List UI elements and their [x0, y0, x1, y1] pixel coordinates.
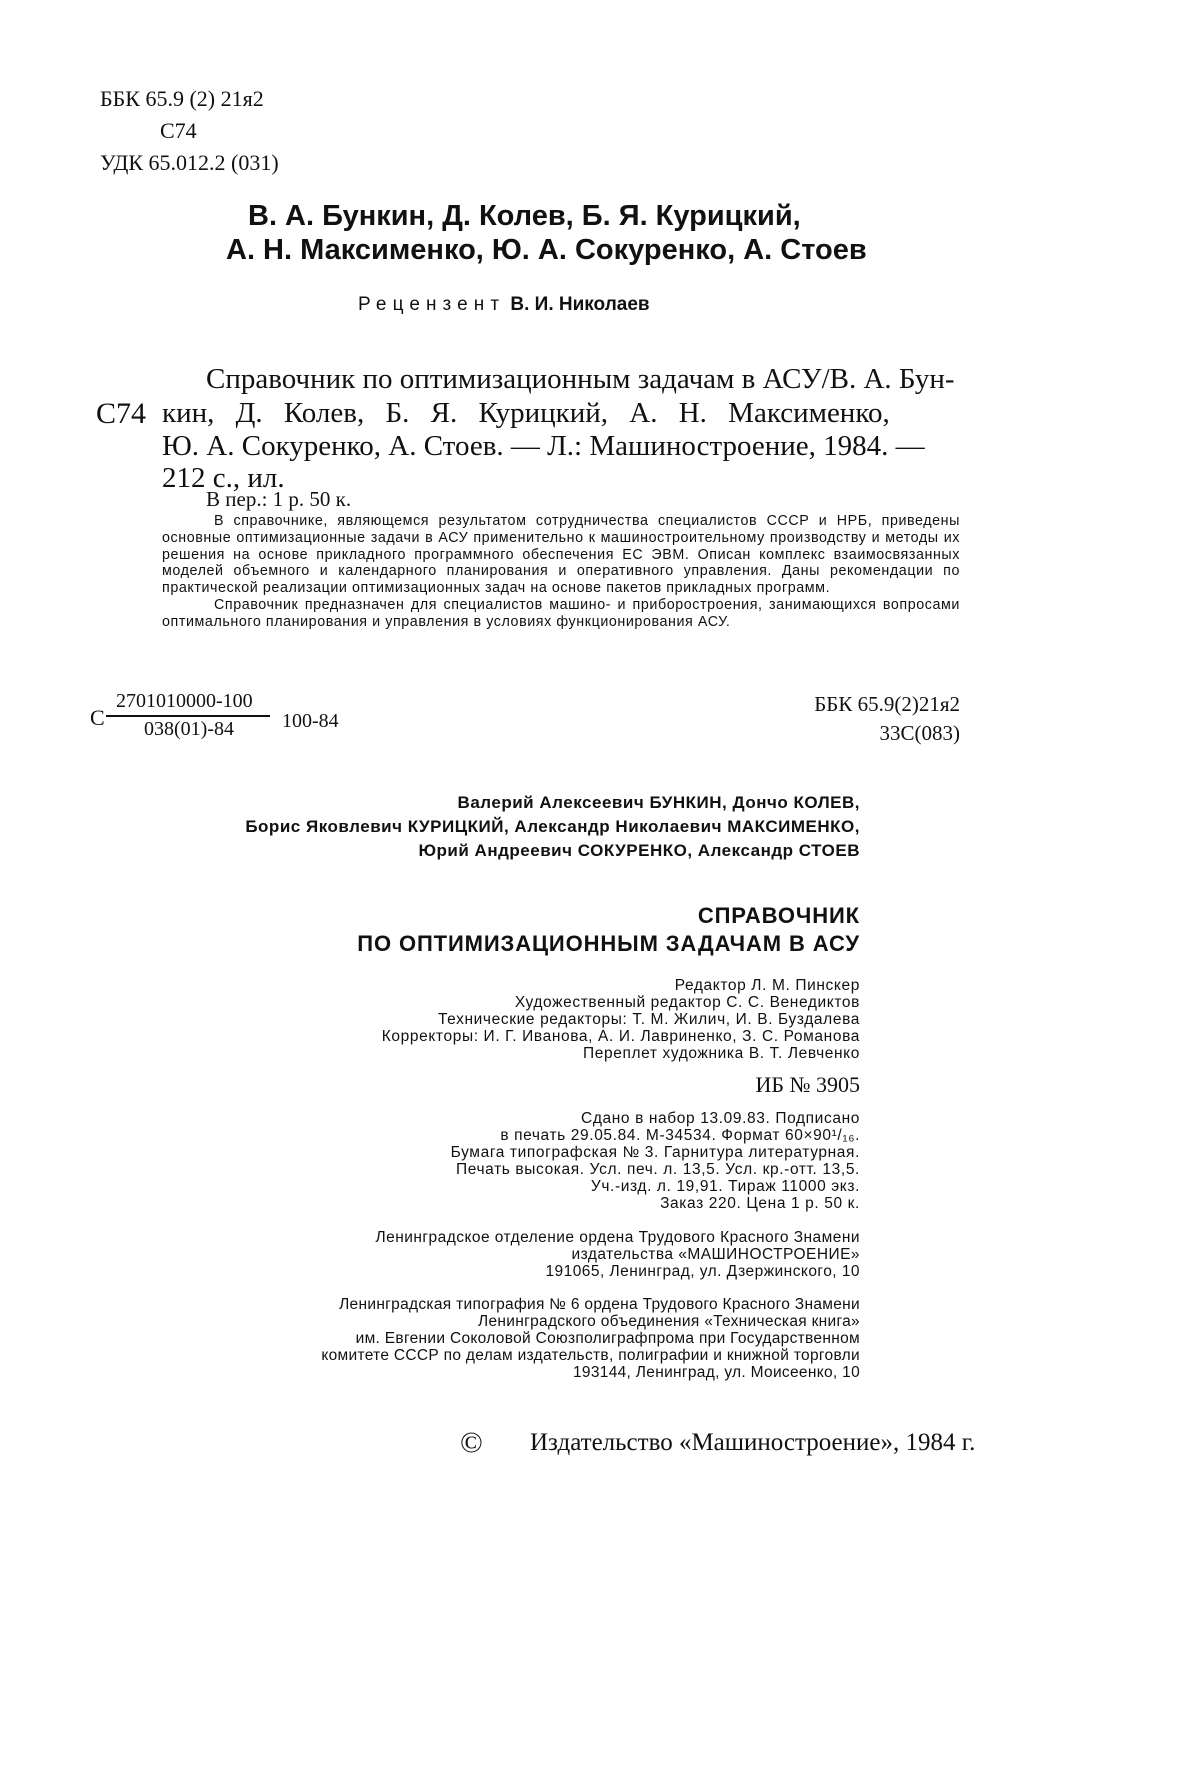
- annotation: [162, 513, 960, 631]
- editors-line-1: Редактор Л. М. Пинскер: [674, 977, 860, 994]
- ib-number: ИБ № 3905: [755, 1072, 860, 1097]
- printer-line-2: Ленинградского объединения «Техническая книга»: [478, 1313, 860, 1330]
- bbk-footer: ББК 65.9(2)21я2: [814, 692, 960, 716]
- copyright-text: Издательство «Машиностроение», 1984 г.: [530, 1429, 976, 1456]
- publisher-line-2: издательства «МАШИНОСТРОЕНИЕ»: [571, 1246, 860, 1263]
- price-line: В пер.: 1 р. 50 к.: [206, 487, 352, 511]
- copyright-symbol: ©: [460, 1426, 483, 1459]
- reviewer-label: Рецензент: [358, 294, 506, 315]
- full-names-line-3: Юрий Андреевич СОКУРЕНКО, Александр СТОЕВ: [418, 841, 860, 860]
- bibliographic-line-3: Ю. А. Сокуренко, А. Стоев. — Л.: Машиностроение, 1984. —: [162, 430, 925, 462]
- print-info-line-4: Печать высокая. Усл. печ. л. 13,5. Усл. кр.-отт. 13,5.: [455, 1161, 860, 1178]
- bibliographic-line-4: 212 с., ил.: [162, 462, 285, 494]
- author-cipher: С74: [160, 118, 197, 143]
- reviewer-name: В. И. Николаев: [510, 294, 650, 315]
- code-numerator: 2701010000-100: [116, 690, 253, 712]
- code-denominator: 038(01)-84: [144, 718, 234, 740]
- annotation-paragraph-1: В справочнике, являющемся результатом сотрудничества специалистов СССР и НРБ, приведены основные оптимизационные задачи в АСУ применительно к машиностроительному производству и методы их решения на основе прикладного программного обеспечения ЕС ЭВМ. Описан комплекс взаимосвязанных моделей объемного и календарного планирования и оперативного управления. Даны рекомендации по практической реализации оптимизационных задач на основе пакетов прикладных программ.: [162, 513, 960, 597]
- editors-line-4: Корректоры: И. Г. Иванова, А. И. Лавриненко, З. С. Романова: [381, 1028, 860, 1045]
- editors-line-2: Художественный редактор С. С. Венедиктов: [514, 994, 860, 1011]
- bibliographic-line-2: кин, Д. Колев, Б. Я. Курицкий, А. Н. Максименко,: [162, 397, 890, 429]
- editors-line-5: Переплет художника В. Т. Левченко: [583, 1045, 860, 1062]
- printer-line-4: комитете СССР по делам издательств, полиграфии и книжной торговли: [321, 1347, 860, 1364]
- publisher-line-3: 191065, Ленинград, ул. Дзержинского, 10: [545, 1263, 860, 1280]
- bibliographic-cipher: С74: [96, 397, 147, 430]
- udk-index: УДК 65.012.2 (031): [100, 150, 279, 175]
- print-info-line-1: Сдано в набор 13.09.83. Подписано: [581, 1110, 860, 1127]
- bbk-footer-2: 33С(083): [879, 721, 960, 745]
- book-title-line-2: ПО ОПТИМИЗАЦИОННЫМ ЗАДАЧАМ В АСУ: [357, 931, 860, 956]
- authors-line-1: В. А. Бункин, Д. Колев, Б. Я. Курицкий,: [248, 200, 801, 232]
- bibliographic-line-1: Справочник по оптимизационным задачам в АСУ/В. А. Бун-: [206, 363, 955, 395]
- print-info-line-3: Бумага типографская № 3. Гарнитура литературная.: [450, 1144, 860, 1161]
- print-info-line-2: в печать 29.05.84. М-34534. Формат 60×90¹/₁₆.: [500, 1127, 860, 1144]
- code-fraction: [106, 690, 276, 740]
- full-names-line-1: Валерий Алексеевич БУНКИН, Дончо КОЛЕВ,: [457, 793, 860, 812]
- book-title-line-1: СПРАВОЧНИК: [697, 903, 860, 928]
- bbk-index: ББК 65.9 (2) 21я2: [100, 86, 264, 111]
- print-info-line-6: Заказ 220. Цена 1 р. 50 к.: [660, 1195, 860, 1212]
- printer-line-1: Ленинградская типография № 6 ордена Трудового Красного Знамени: [339, 1296, 860, 1313]
- printer-line-5: 193144, Ленинград, ул. Моисеенко, 10: [572, 1364, 860, 1381]
- annotation-paragraph-2: Справочник предназначен для специалистов машино- и приборостроения, занимающихся вопросами оптимального планирования и управления в условиях функционирования АСУ.: [162, 596, 960, 630]
- editors-line-3: Технические редакторы: Т. М. Жилич, И. В. Буздалева: [437, 1011, 860, 1028]
- fraction-bar: [106, 715, 270, 717]
- printer-line-3: им. Евгении Соколовой Союзполиграфпрома при Государственном: [355, 1330, 860, 1347]
- publisher-line-1: Ленинградское отделение ордена Трудового Красного Знамени: [375, 1229, 860, 1246]
- code-suffix: 100-84: [282, 710, 339, 732]
- reviewer: [358, 294, 650, 316]
- code-letter: С: [90, 705, 105, 730]
- print-info-line-5: Уч.-изд. л. 19,91. Тираж 11000 экз.: [590, 1178, 860, 1195]
- authors-line-2: А. Н. Максименко, Ю. А. Сокуренко, А. Стоев: [226, 234, 867, 266]
- full-names-line-2: Борис Яковлевич КУРИЦКИЙ, Александр Николаевич МАКСИМЕНКО,: [245, 817, 860, 836]
